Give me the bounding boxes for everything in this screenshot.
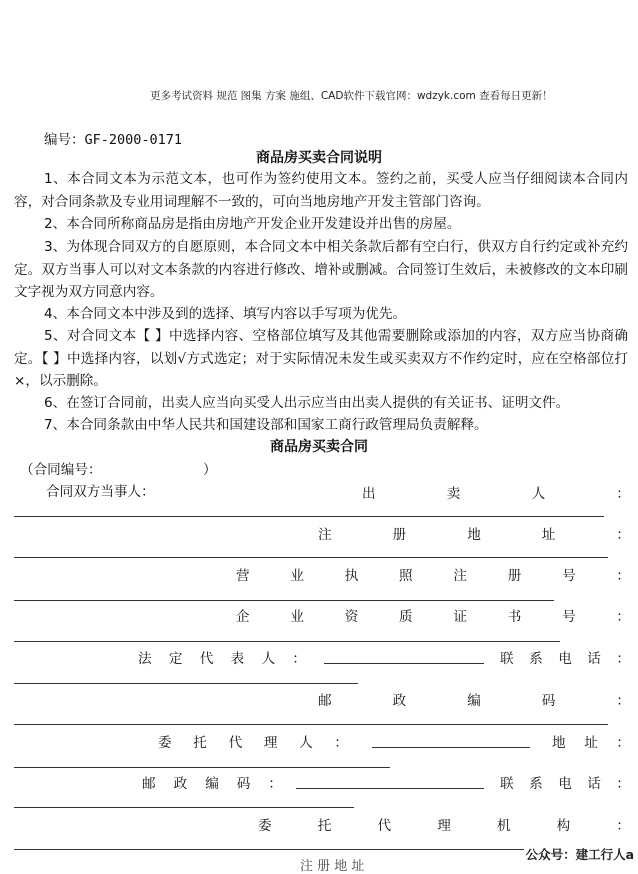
next-row-partial: 注 册 地 址 xyxy=(300,859,365,874)
legal-rep-field[interactable] xyxy=(324,662,484,664)
address-field[interactable] xyxy=(14,556,608,558)
seller-label xyxy=(362,482,630,502)
label-char: 营 xyxy=(236,568,250,584)
footer-watermark: 公众号：建工行人a xyxy=(525,847,634,862)
label-char: 人 xyxy=(261,651,276,667)
label-char: 联 xyxy=(500,776,514,792)
explanation-title: 商品房买卖合同说明 xyxy=(256,150,382,166)
label-char: 托 xyxy=(193,735,207,751)
label-char: 证 xyxy=(453,609,467,625)
label-char: 编 xyxy=(205,776,219,792)
agent-phone-field[interactable] xyxy=(14,806,354,808)
label-char: ： xyxy=(616,527,630,543)
contract-number-close: ） xyxy=(203,462,217,478)
label-char: 业 xyxy=(290,568,304,584)
label-char: 电 xyxy=(558,776,572,792)
label-char: 人 xyxy=(531,486,546,502)
header-note: 更多考试资料 规范 图集 方案 施组、CAD软件下载官网：wdzyk.com 查看每日更新！ xyxy=(150,90,553,102)
contract-code: 编号：GF-2000-0171 xyxy=(44,132,183,148)
contract-title: 商品房买卖合同 xyxy=(270,439,368,455)
label-char: 政 xyxy=(392,693,407,709)
label-char: 编 xyxy=(467,693,481,709)
label-char: 卖 xyxy=(446,486,461,502)
label-char: 注 xyxy=(453,568,467,584)
address-label xyxy=(318,523,630,543)
label-char: 地 xyxy=(467,527,481,543)
label-char: ： xyxy=(616,776,630,792)
agent-field[interactable] xyxy=(372,746,530,748)
label-char: 邮 xyxy=(318,693,332,709)
label-char: 人 xyxy=(299,735,313,751)
label-char: 企 xyxy=(236,609,250,625)
explanation-item: 7、本合同条款由中华人民共和国建设部和国家工商行政管理局负责解释。 xyxy=(44,417,488,433)
label-char: ： xyxy=(616,486,630,502)
label-char: 册 xyxy=(392,527,407,543)
label-char: 代 xyxy=(199,651,214,667)
label-char: 构 xyxy=(556,818,571,834)
agent-postcode-field[interactable] xyxy=(296,787,484,789)
label-char: 照 xyxy=(399,568,413,584)
label-char: 委 xyxy=(258,818,272,834)
label-char: ： xyxy=(616,735,630,751)
explanation-item: 2、本合同所称商品房是指由房地产开发企业开发建设并出售的房屋。 xyxy=(44,216,461,232)
label-char: 号 xyxy=(562,568,576,584)
label-char: 质 xyxy=(399,609,413,625)
phone-field[interactable] xyxy=(14,682,358,684)
label-char: 资 xyxy=(344,609,359,625)
label-char: 系 xyxy=(529,651,543,667)
seller-field[interactable] xyxy=(14,515,604,517)
label-char: 话 xyxy=(587,776,601,792)
legal-rep-label xyxy=(138,647,306,667)
label-char: 执 xyxy=(344,568,359,584)
label-char: 址 xyxy=(584,735,598,751)
explanation-item: 6、在签订合同前，出卖人应当向买受人出示应当由出卖人提供的有关证书、证明文件。 xyxy=(44,395,570,411)
label-char: 表 xyxy=(230,651,245,667)
label-char: 书 xyxy=(507,609,522,625)
postcode-field[interactable] xyxy=(14,723,608,725)
contract-number-label: （合同编号： xyxy=(20,462,102,478)
label-char: 地 xyxy=(552,735,566,751)
agency-field[interactable] xyxy=(14,848,524,850)
agency-label xyxy=(258,814,630,834)
label-char: 法 xyxy=(138,651,152,667)
label-char: 委 xyxy=(158,735,172,751)
agent-address-field[interactable] xyxy=(14,766,390,768)
label-char: ： xyxy=(616,693,630,709)
label-char: 出 xyxy=(362,486,376,502)
label-char: 话 xyxy=(587,651,601,667)
label-char: ： xyxy=(334,735,348,751)
postcode-label xyxy=(318,689,630,709)
parties-label: 合同双方当事人： xyxy=(46,484,155,500)
label-char: ： xyxy=(616,609,630,625)
label-char: 邮 xyxy=(142,776,156,792)
qualification-label xyxy=(236,605,630,625)
label-char: 托 xyxy=(317,818,332,834)
label-char: 代 xyxy=(228,735,243,751)
explanation-item: 1、本合同文本为示范文本，也可作为签约使用文本。签约之前，买受人应当仔细阅读本合同内容，对合同条款及专业用词理解不一致的，可向当地房地产开发主管部门咨询。 xyxy=(14,171,628,210)
agent-postcode-label xyxy=(142,772,282,792)
agent-label xyxy=(158,731,348,751)
phone-label xyxy=(500,647,630,667)
agent-address-label xyxy=(552,731,630,751)
label-char: 理 xyxy=(437,818,451,834)
label-char: 码 xyxy=(541,693,556,709)
label-char: 政 xyxy=(173,776,188,792)
label-char: 址 xyxy=(541,527,556,543)
label-char: ： xyxy=(292,651,306,667)
explanation-item: 4、本合同文本中涉及到的选择、填写内容以手写项为优先。 xyxy=(44,306,407,322)
label-char: ： xyxy=(616,651,630,667)
explanation-item: 3、为体现合同双方的自愿原则，本合同文本中相关条款后都有空白行，供双方自行约定或补充约定。双方当事人可以对文本条款的内容进行修改、增补或删减。合同签订生效后，未被修改的文本印刷文字视为双方同意内容。 xyxy=(14,239,628,300)
label-char: 系 xyxy=(529,776,543,792)
label-char: 册 xyxy=(507,568,522,584)
qualification-field[interactable] xyxy=(14,640,560,642)
label-char: 联 xyxy=(500,651,514,667)
explanation-item: 5、对合同文本【 】中选择内容、空格部位填写及其他需要删除或添加的内容，双方应当协商确定。【 】中选择内容，以划√方式选定；对于实际情况未发生或买卖双方不作约定时，应在空格部位打×，以示删除。 xyxy=(14,328,628,389)
license-label xyxy=(236,564,630,584)
label-char: 业 xyxy=(290,609,304,625)
label-char: 定 xyxy=(168,651,183,667)
label-char: 码 xyxy=(236,776,251,792)
license-field[interactable] xyxy=(14,599,554,601)
label-char: 注 xyxy=(318,527,332,543)
label-char: 机 xyxy=(496,818,511,834)
label-char: ： xyxy=(268,776,282,792)
label-char: 号 xyxy=(562,609,576,625)
label-char: ： xyxy=(616,818,630,834)
agent-phone-label xyxy=(500,772,630,792)
label-char: 代 xyxy=(377,818,392,834)
label-char: 理 xyxy=(263,735,278,751)
label-char: ： xyxy=(616,568,630,584)
label-char: 电 xyxy=(558,651,572,667)
